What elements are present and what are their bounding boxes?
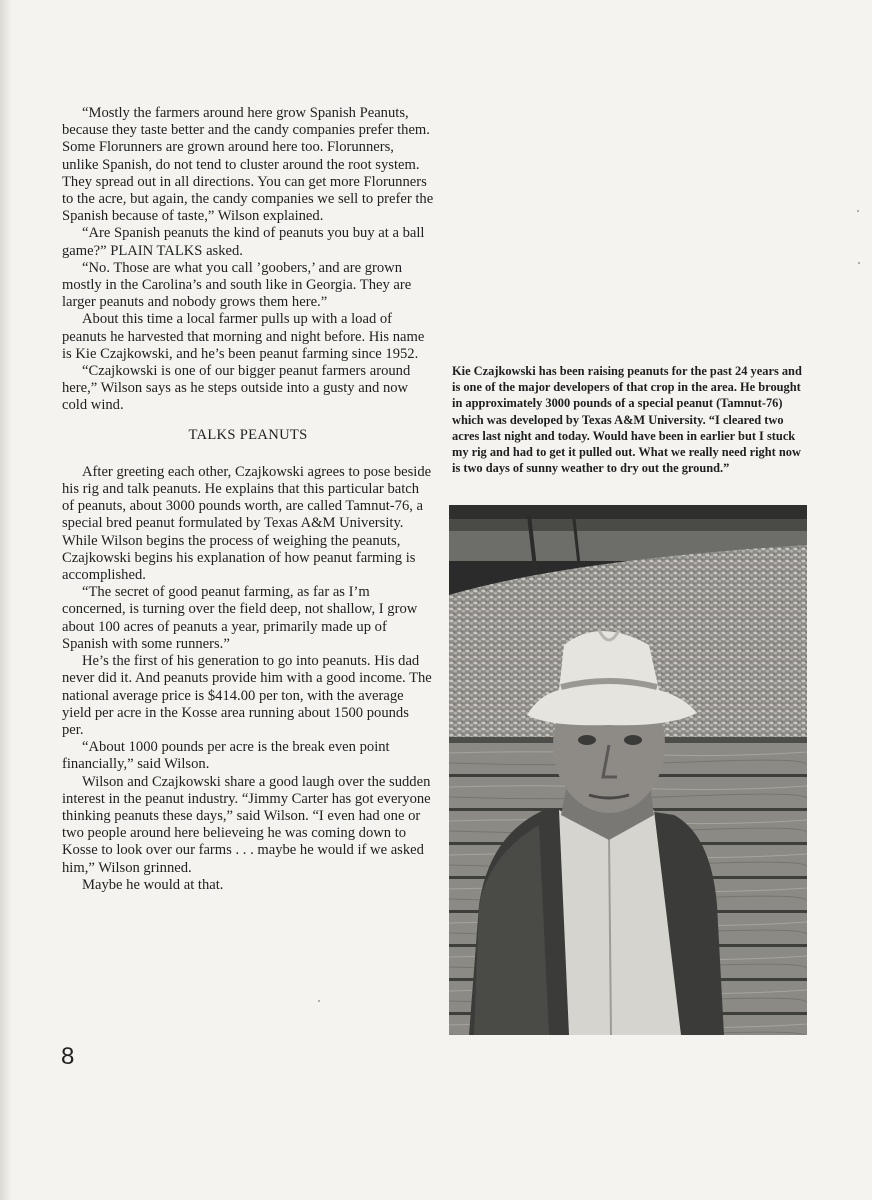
page-number: 8 (61, 1043, 75, 1070)
article-paragraph: “Mostly the farmers around here grow Spanish Peanuts, because they taste better and the candy companies prefer them. Some Florunners are grown around here too. Florunners, unlike Spanish, do not tend to cluster around the root system. They spread out in all directions. You can get more Florunners to the acre, but again, the candy companies we sell to prefer the Spanish because of taste,” Wilson explained. (62, 105, 434, 225)
article-paragraph: After greeting each other, Czajkowski agrees to pose beside his rig and talk peanuts. He explains that this particular batch of peanuts, about 3000 pounds worth, are called Tamnut-76, a special bred peanut formulated by Texas A&M University. While Wilson begins the process of weighing the peanuts, Czajkowski begins his explanation of how peanut farming is accomplished. (62, 463, 432, 584)
page-edge-shadow (0, 0, 12, 1200)
paper-speck (857, 210, 859, 212)
article-paragraph: He’s the first of his generation to go into peanuts. His dad never did it. And peanuts provide him with a good income. The national average price is $414.00 per ton, with the average yield per acre in the Kosse area running about 1500 pounds per. (62, 653, 432, 738)
article-paragraph: “About 1000 pounds per acre is the break even point financially,” said Wilson. (62, 739, 390, 773)
article-column (62, 105, 434, 894)
article-paragraph: “No. Those are what you call ’goobers,’ and are grown mostly in the Carolina’s and south like in Georgia. They are larger peanuts and nobody grows them here.” (62, 259, 412, 311)
paper-speck (858, 262, 860, 264)
article-paragraph: “The secret of good peanut farming, as far as I’m concerned, is turning over the field deep, not shallow, I grow about 100 acres of peanuts a year, primarily made up of Spanish with some runners.” (62, 584, 418, 652)
paper-speck (318, 1000, 320, 1002)
farmer-photo (449, 505, 807, 1035)
article-paragraph: “Are Spanish peanuts the kind of peanuts you buy at a ball game?” PLAIN TALKS asked. (62, 225, 425, 259)
article-paragraph: Maybe he would at that. (82, 876, 224, 893)
article-paragraph: Wilson and Czajkowski share a good laugh over the sudden interest in the peanut industry. “Jimmy Carter has got everyone thinking peanuts these days,” said Wilson. “I even had one or two people around here believeing he was coming down to Kosse to look over our farms . . . maybe he would if we asked him,” Wilson grinned. (62, 773, 431, 876)
section-heading: TALKS PEANUTS (188, 426, 308, 443)
photo-caption: Kie Czajkowski has been raising peanuts for the past 24 years and is one of the major developers of that crop in the area. He brought in approximately 3000 pounds of a special peanut (Tamnut-76) which was developed by Texas A&M University. “I cleared two acres last night and today. Would have been in earlier but I stuck my rig and had to get it pulled out. What we really need right now is two days of sunny weather to dry out the ground.” (452, 364, 802, 476)
article-paragraph: “Czajkowski is one of our bigger peanut farmers around here,” Wilson says as he steps outside into a gusty and now cold wind. (62, 363, 411, 414)
article-paragraph: About this time a local farmer pulls up with a load of peanuts he harvested that morning and night before. His name is Kie Czajkowski, and he’s been peanut farming since 1952. (62, 311, 425, 362)
